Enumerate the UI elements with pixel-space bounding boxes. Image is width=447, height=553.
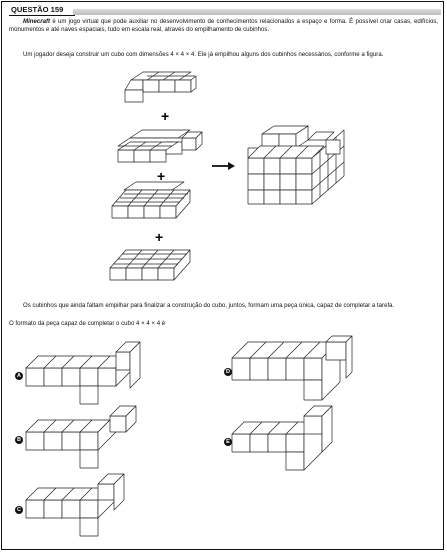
option-c-marker[interactable]: C <box>15 506 23 514</box>
option-c-figure <box>26 474 124 536</box>
layer-piece-1 <box>125 72 196 102</box>
plus-sign-2: + <box>157 168 166 184</box>
paragraph-task: Um jogador deseja construir um cubo com dimensões 4 × 4 × 4. Ele já empilhou alguns dos cubinhos necessários, conforme a figura. <box>23 51 384 58</box>
option-a-marker[interactable]: A <box>15 372 23 380</box>
layer-piece-3 <box>112 182 190 218</box>
option-b-marker[interactable]: B <box>15 436 23 444</box>
layer-piece-4 <box>110 250 190 280</box>
layer-piece-2 <box>118 130 202 162</box>
paragraph-prompt: O formato da peça capaz de completar o cubo 4 × 4 × 4 é <box>9 320 166 327</box>
arrow-icon <box>212 162 235 170</box>
question-title: QUESTÃO 159 <box>11 5 64 14</box>
option-d-figure <box>232 336 352 400</box>
option-b-figure <box>26 406 136 468</box>
intro-text: é um jogo virtual que pode auxiliar no desenvolvimento de conhecimentos relacionados a espaço e forma. É possível criar casas, edifícios, monumentos e até naves espaciais, tudo em escala real, através do empilhamento de cubinhos. <box>9 18 438 33</box>
assembled-structure <box>248 126 344 204</box>
option-e-marker[interactable]: E <box>224 438 232 446</box>
paragraph-remaining: Os cubinhos que ainda faltam empilhar para finalizar a construção do cubo, juntos, formam uma peça única, capaz de completar a tarefa. <box>23 302 395 309</box>
plus-sign-1: + <box>161 108 170 124</box>
option-d-marker[interactable]: D <box>224 368 232 376</box>
game-name: Minecraft <box>23 18 51 25</box>
option-e-figure <box>232 406 332 470</box>
option-a-figure <box>26 342 140 404</box>
plus-sign-3: + <box>155 229 164 245</box>
